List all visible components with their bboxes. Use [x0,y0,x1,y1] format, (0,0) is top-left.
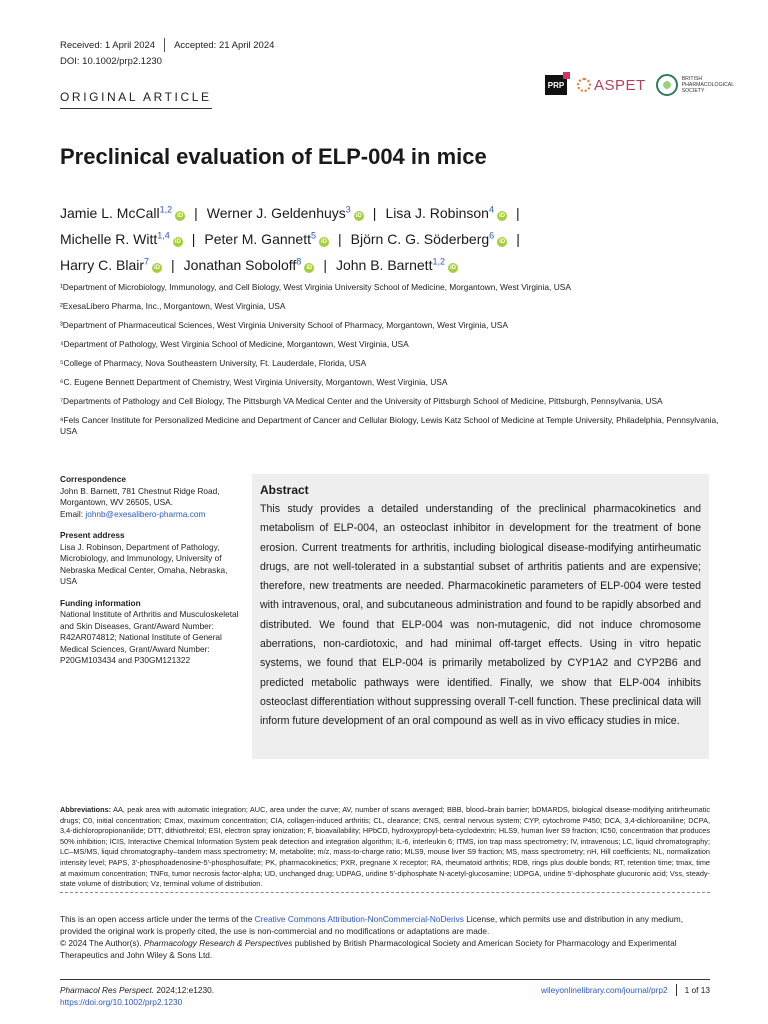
correspondence-block [60,474,244,520]
author-3[interactable]: Michelle R. Witt$^{1,4}$iD [60,230,181,247]
affiliation-item: ⁴Department of Pathology, West Virginia School of Medicine, Morgantown, West Virginia, USA [60,339,409,349]
orcid-icon: iD [498,212,505,219]
present-address-heading: Present address [60,530,125,540]
aspet-mark-icon [577,78,591,92]
aspet-logo: ASPET [577,77,646,94]
author-0[interactable]: Jamie L. McCall$^{1,2}$iD [60,204,184,221]
prp-logo: PRP [545,75,567,95]
orcid-icon: iD [321,238,328,245]
page-footer [60,979,710,1008]
license-notice: This is an open access article under the terms of the Creative Commons Attribution-NonCommercial-NoDerivs License, which permits use and distribution in any medium, provided the original work is properly cited, the use is non-commercial and no modifications or adaptations are made. © 2024 The Author(s). Pharmacology Research & Perspectives published by British Pharmacological Society and American Society for Pharmacology and Experimental Therapeutics and John Wiley & Sons Ltd. [60,913,710,961]
author-list: Jamie L. McCall$^{1,2}$iD | Werner J. Geldenhuys$^3$iD | Lisa J. Robinson$^4$iD | Michelle R. Witt$^{1,4}$iD | Peter M. Gannett$^5$iD | Björn C. G. Söderberg$^6$iD | Harry C. Blair$^7$iD | Jonathan Soboloff$^8$iD | John B. Barnett$^{1,2}$iD [60,204,520,273]
page-number: 1 of 13 [684,985,710,995]
affiliation-item: ¹Department of Microbiology, Immunology, and Cell Biology, West Virginia University School of Medicine, Morgantown, West Virginia, USA [60,282,571,292]
affiliation-item: ⁵College of Pharmacy, Nova Southeastern University, Ft. Lauderdale, Florida, USA [60,358,367,368]
abstract-box [252,474,709,759]
article-type: ORIGINAL ARTICLE [60,90,212,109]
abbreviations [60,805,710,893]
author-8[interactable]: John B. Barnett$^{1,2}$iD [335,256,456,273]
affiliation-item: ⁶C. Eugene Bennett Department of Chemistry, West Virginia University, Morgantown, West Virginia, USA [60,377,448,387]
bps-emblem-icon [656,74,678,96]
orcid-icon: iD [177,212,184,219]
citation-line: Pharmacol Res Perspect. 2024;12:e1230. [60,985,215,995]
date-separator [164,38,165,52]
accepted-date: Accepted: 21 April 2024 [174,39,275,51]
orcid-icon: iD [306,264,313,271]
present-address-text: Lisa J. Robinson, Department of Pathology, Microbiology, and Immunology, University of Nebraska Medical Center, Omaha, Nebraska, USA [60,541,228,586]
publication-dates [60,38,274,52]
abstract-text: This study provides a detailed understanding of the preclinical pharmacokinetics and metabolism of ELP-004, an osteoclast inhibitor in development for the treatment of bone erosion. Current treatments for arthritis, including biological disease-modifying antirheumatic drugs, are not well-tolerated in a substantial subset of arthritis patients and are expensive; therefore, new treatments are needed. Pharmacokinetic parameters of ELP-004 were tested with intravenous, oral, and subcutaneous administration and found to be rapidly absorbed and distributed. We found that ELP-004 was non-mutagenic, did not induce chromosome aberrations, non-cardiotoxic, and had minimal off-target effects. Using in vitro hepatic systems, we found that ELP-004 is primarily metabolized by CYP1A2 and CYP2B6 and predicted metabolic pathways were identified. Finally, we show that ELP-004 inhibits osteoclast differentiation without suppressing overall T-cell function. These preclinical data will inform future development of an oral compound as well as in vivo efficacy studies in mice. [260,503,701,728]
orcid-icon: iD [449,264,456,271]
correspondence-heading: Correspondence [60,474,126,484]
present-address-block [60,530,244,588]
author-6[interactable]: Harry C. Blair$^7$iD [60,256,161,273]
orcid-icon: iD [154,264,161,271]
footer-right [541,984,710,996]
article-title: Preclinical evaluation of ELP-004 in mice [60,144,487,169]
correspondence-address: John B. Barnett, 781 Chestnut Ridge Road, Morgantown, WV 26505, USA. [60,485,220,507]
affiliation-item: ⁷Departments of Pathology and Cell Biology, The Pittsburgh VA Medical Center and the University of Pittsburgh School of Medicine, Pittsburgh, Pennsylvania, USA [60,396,663,406]
funding-heading: Funding information [60,597,141,608]
affiliation-item: ³Department of Pharmaceutical Sciences, West Virginia University School of Pharmacy, Morgantown, West Virginia, USA [60,320,508,330]
publisher-logos [545,74,734,96]
email-link[interactable]: johnb@exesalibero-pharma.com [85,508,206,519]
author-1[interactable]: Werner J. Geldenhuys$^3$iD [206,204,362,221]
affiliation-item: ⁸Fels Cancer Institute for Personalized Medicine and Department of Cancer and Cellular Biology, Lewis Katz School of Medicine at Temple University, Philadelphia, Pennsylvania, USA [60,415,719,436]
journal-url-link[interactable]: wileyonlinelibrary.com/journal/prp2 [540,985,668,995]
affiliations [60,282,720,445]
article-sidebar [60,474,244,677]
footer-doi-link[interactable]: https://doi.org/10.1002/prp2.1230 [60,997,183,1007]
author-2[interactable]: Lisa J. Robinson$^4$iD [385,204,505,221]
funding-block [60,598,244,667]
author-5[interactable]: Björn C. G. Söderberg$^6$iD [350,230,506,247]
orcid-icon: iD [355,212,362,219]
abbreviations-heading: Abbreviations: [60,805,112,814]
orcid-icon: iD [499,238,506,245]
footer-separator [676,984,677,996]
copyright-line: © 2024 The Author(s). Pharmacology Research & Perspectives published by British Pharmacological Society and American Society for Pharmacology and Experimental Therapeutics and John Wiley & Sons Ltd. [60,938,677,960]
abbreviations-text: AA, peak area with automatic integration; AUC, area under the curve; AV, number of scans averaged; BBB, blood–brain barrier; bDMARDS, biological disease-modifying antirheumatic drugs; C0, initial concentration; Cmax, maximum concentration; CIA, collagen-induced arthritis; CL, clearance; CNS, central nervous system; CYP, cytochrome P450; DCA, 3,4-dichloroaniline; DCPA, 3,4-dichloropropionanilide; DTT, dithiothreitol; ESI, electron spray ionization; F, bioavailability; HPbCD, hydroxypropyl-beta-cyclodextrin; HLS9, human liver S9 fraction; IC50, concentration that produces 50% inhibition; ICIS, Interactive Chemical Information System peak detection and integration algorithm; IL-6, interleukin 6; ITMS, ion trap mass spectrometry; IV, intravenous; LC, liquid chromatography; LC–MS/MS, liquid chromatography–tandem mass spectrometry; M, metabolite; m/z, mass-to-charge ratio; MLS9, mouse liver S9 fraction; MS, mass spectrometry; nH, Hill coefficients; NL, normalization intensity level; PAPS, 3′-phosphoadenosine-5′-phosphosulfate; PK, pharmacokinetics; PXR, pregnane X receptor; RA, rheumatoid arthritis; RDB, rings plus double bonds; RT, retention time; tmax, time at maximum concentration; TNFα, tumor necrosis factor-alpha; UD, unchanged drug; UDPAG, uridine 5′-diphosphate N-acetyl-glucosamine; UDPGA, uridine 5′-diphosphate glucuronic acid; Vss, steady-state volume of distribution; Vz, terminal volume of distribution. [60,805,711,889]
cc-license-link[interactable]: Creative Commons Attribution-NonCommercial-NoDerivs [254,914,464,924]
author-4[interactable]: Peter M. Gannett$^5$iD [204,230,328,247]
affiliation-item: ²ExesaLibero Pharma, Inc., Morgantown, West Virginia, USA [60,301,286,311]
orcid-icon: iD [174,238,181,245]
abstract-heading: Abstract [260,483,309,497]
funding-text: National Institute of Arthritis and Musculoskeletal and Skin Diseases, Grant/Award Number: R42AR074812; National Institute of General Medical Sciences, Grant/Award Number: P20GM103434 and P30GM121322 [60,609,239,665]
correspondence-email-line: Email: johnb@exesalibero-pharma.com [60,508,206,519]
article-doi[interactable]: DOI: 10.1002/prp2.1230 [60,56,162,67]
received-date: Received: 1 April 2024 [60,39,156,51]
author-7[interactable]: Jonathan Soboloff$^8$iD [183,256,313,273]
bps-logo: BRITISH PHARMACOLOGICAL SOCIETY [656,74,728,96]
